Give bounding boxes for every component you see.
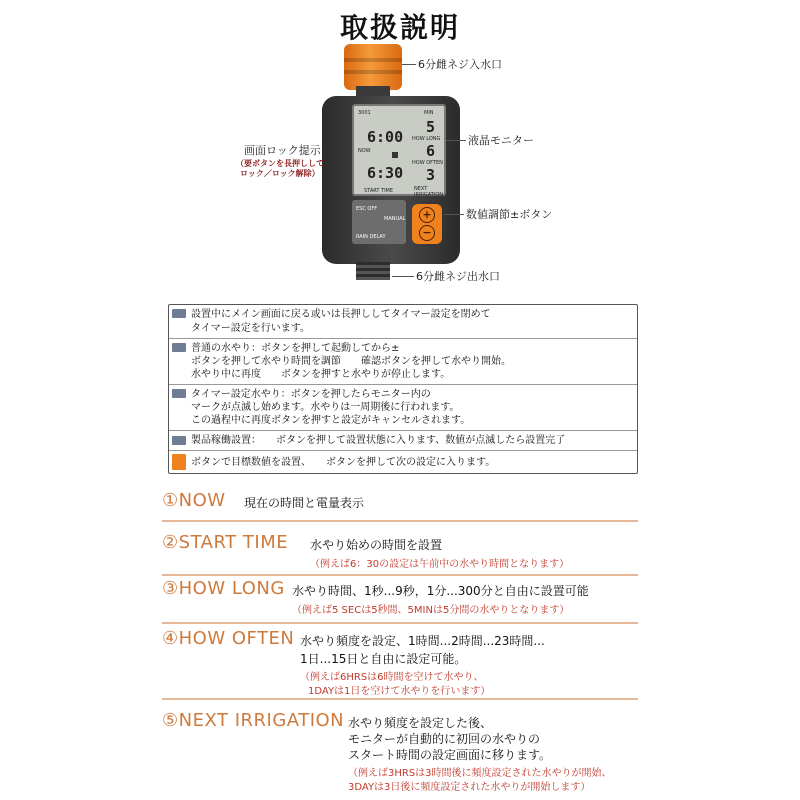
instruction-line: 水やり中に再度 ボタンを押すと水やりが停止します。 xyxy=(191,369,451,380)
plus-minus-button-icon xyxy=(172,454,186,470)
instruction-line: この過程中に再度ボタンを押すと設定がキャンセルされます。 xyxy=(191,415,471,426)
section-how-often xyxy=(162,628,638,700)
section-note: （例えば6：30の設定は午前中の水やり時間となります） xyxy=(310,559,570,570)
instruction-line: ボタンを押して水やり時間を調節 確認ボタンを押して水やり開始。 xyxy=(191,356,511,367)
lcd-time-start: 6:30 xyxy=(367,164,404,182)
lcd-how-often-value: 6 xyxy=(426,142,436,160)
leader-line xyxy=(446,140,466,141)
section-heading: ①NOW xyxy=(162,490,226,511)
lcd-label-next: NEXT IRRIGATION xyxy=(414,186,444,198)
device-illustration xyxy=(0,0,800,300)
lcd-label-min: MIN xyxy=(424,110,434,116)
instruction-box xyxy=(168,304,638,474)
section-text: 水やり頻度を設定、1時間...2時間...23時間... xyxy=(300,634,545,648)
section-note: （例えば6HRSは6時間を空けて水やり、 xyxy=(300,672,484,683)
instruction-row xyxy=(169,385,637,431)
lcd-label-now: NOW xyxy=(358,148,371,154)
callout-inlet: 6分雌ネジ入水口 xyxy=(418,58,502,71)
instruction-line: マークが点滅し始めます。水やりは一周期後に行われます。 xyxy=(191,402,460,413)
lcd-screen xyxy=(352,104,446,196)
instruction-row xyxy=(169,431,637,451)
instruction-line: 設置中にメイン画面に戻る或いは長押ししてタイマー設定を閉めて xyxy=(191,309,491,320)
callout-outlet: 6分雌ネジ出水口 xyxy=(416,270,500,283)
section-start-time xyxy=(162,532,638,578)
lcd-time-now: 6:00 xyxy=(367,128,404,146)
section-note: 1DAYは1日を空けて水やりを行います） xyxy=(308,686,491,697)
lcd-top-label: 3001 xyxy=(358,110,371,116)
section-text: 1日...15日と自由に設定可能。 xyxy=(300,652,467,666)
callout-lcd: 液晶モニター xyxy=(468,134,534,147)
page-title: 取扱説明 xyxy=(339,11,460,44)
lock-icon xyxy=(392,152,398,158)
plus-button[interactable]: + xyxy=(419,207,435,223)
callout-lock-note-1: （要ボタンを長押しして xyxy=(236,159,324,168)
section-text: モニターが自動的に初回の水やりの xyxy=(348,732,541,746)
section-divider xyxy=(162,698,638,700)
minus-button[interactable]: − xyxy=(419,225,435,241)
plus-minus-buttons xyxy=(412,204,442,244)
section-text: 現在の時間と電量表示 xyxy=(244,496,365,510)
instruction-line: ボタンで目標数値を設置、 ボタンを押して次の設定に入ります。 xyxy=(191,457,496,468)
lcd-how-long-value: 5 xyxy=(426,118,436,136)
esc-button-icon xyxy=(172,309,186,318)
callout-plus-minus: 数値調節±ボタン xyxy=(466,208,553,221)
section-now xyxy=(162,490,638,524)
instruction-line: タイマー設定水やり：ボタンを押したらモニター内の xyxy=(191,389,431,400)
manual-button[interactable]: MANUAL xyxy=(384,216,406,222)
leader-line xyxy=(444,214,464,215)
section-text: 水やり頻度を設定した後、 xyxy=(348,716,493,730)
instruction-line: 製品稼働設置： ボタンを押して設置状態に入ります、数値が点滅したら設置完了 xyxy=(191,435,566,446)
inlet-connector xyxy=(344,44,402,90)
rain-delay-button[interactable]: RAIN DELAY xyxy=(356,234,386,240)
section-text: 水やり時間、1秒...9秒，1分...300分と自由に設置可能 xyxy=(292,584,589,598)
section-divider xyxy=(162,622,638,624)
setting-button-icon xyxy=(172,436,186,445)
section-heading: ⑤NEXT IRRIGATION xyxy=(162,710,345,731)
instruction-row xyxy=(169,451,637,475)
section-text: スタート時間の設定画面に移ります。 xyxy=(348,748,552,762)
instruction-row xyxy=(169,305,637,339)
callout-lock-note-2: ロック／ロック解除） xyxy=(240,169,320,178)
section-divider xyxy=(162,520,638,522)
section-note: 3DAYは3日後に頻度設定された水やりが開始します） xyxy=(348,782,591,793)
leader-line xyxy=(402,64,416,65)
lcd-label-how-long: HOW LONG xyxy=(412,136,441,142)
lcd-label-how-often: HOW OFTEN xyxy=(412,160,443,166)
outlet-connector xyxy=(356,262,390,280)
section-heading: ④HOW OFTEN xyxy=(162,628,295,649)
rain-delay-button-icon xyxy=(172,389,186,398)
section-text: 水やり始めの時間を設置 xyxy=(310,538,443,552)
section-heading: ②START TIME xyxy=(162,532,289,553)
section-next-irrigation xyxy=(162,710,638,796)
instruction-row xyxy=(169,339,637,385)
section-how-long xyxy=(162,578,638,624)
instruction-line: タイマー設定を行います。 xyxy=(191,323,310,334)
leader-line xyxy=(392,276,414,277)
lcd-label-start: START TIME xyxy=(364,188,394,194)
callout-lock: 画面ロック提示 xyxy=(244,144,321,157)
esc-button[interactable]: ESC OFF xyxy=(356,206,378,212)
lcd-next-value: 3 xyxy=(426,166,436,184)
section-note: （例えば3HRSは3時間後に頻度設定された水やりが開始、 xyxy=(348,768,612,779)
instruction-line: 普通の水やり：ボタンを押して起動してから± xyxy=(191,343,400,354)
manual-button-icon xyxy=(172,343,186,352)
section-note: （例えば5 SECは5秒間、5MINは5分間の水やりとなります） xyxy=(292,605,570,616)
section-heading: ③HOW LONG xyxy=(162,578,285,599)
section-divider xyxy=(162,574,638,576)
button-panel xyxy=(352,200,406,244)
